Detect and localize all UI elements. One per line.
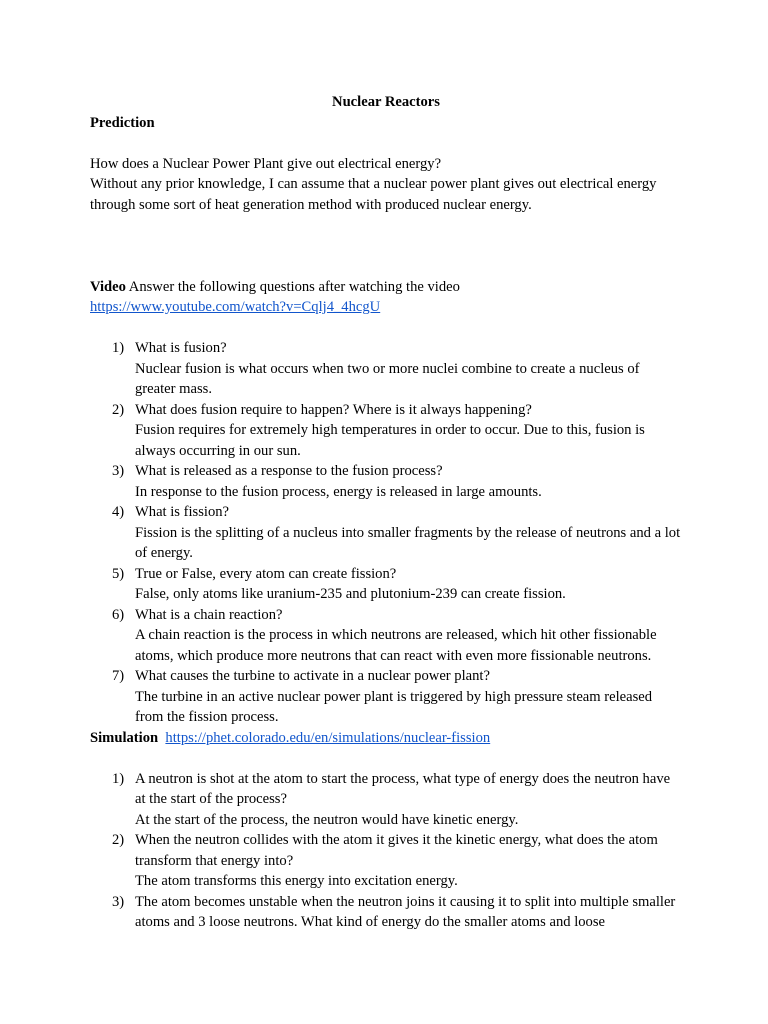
list-item: 5) True or False, every atom can create fission? False, only atoms like uranium-235 and plutonium-239 can create fission. (90, 564, 682, 605)
prediction-question: How does a Nuclear Power Plant give out electrical energy? (90, 155, 442, 172)
answer-text: Nuclear fusion is what occurs when two or more nuclei combine to create a nucleus of greater mass. (135, 360, 640, 397)
question-text: The atom becomes unstable when the neutron joins it causing it to split into multiple smaller atoms and 3 loose neutrons. What kind of energy do the smaller atoms and loose (135, 893, 676, 930)
video-section-intro (90, 277, 682, 298)
answer-text: At the start of the process, the neutron would have kinetic energy. (135, 811, 519, 828)
list-item: 3) What is released as a response to the fusion process? In response to the fusion process, energy is released in large amounts. (90, 461, 682, 502)
question-text: What is fission? (135, 504, 230, 520)
answer-text: False, only atoms like uranium-235 and plutonium-239 can create fission. (135, 586, 566, 602)
simulation-questions-list (90, 769, 682, 933)
document-title: Nuclear Reactors (332, 94, 440, 110)
video-link[interactable]: https://www.youtube.com/watch?v=Cqlj4_4hcgU (90, 299, 381, 315)
video-heading: Video (90, 278, 126, 295)
document-page (90, 92, 682, 933)
question-text: What causes the turbine to activate in a nuclear power plant? (135, 668, 490, 684)
question-text: True or False, every atom can create fission? (135, 565, 397, 582)
question-text: What is released as a response to the fusion process? (135, 463, 443, 479)
answer-text: The turbine in an active nuclear power plant is triggered by high pressure steam released from the fission process. (135, 688, 653, 725)
list-item: 3) The atom becomes unstable when the neutron joins it causing it to split into multiple smaller atoms and 3 loose neutrons. What kind of energy do the smaller atoms and loose (90, 892, 682, 933)
list-item: 2) What does fusion require to happen? Where is it always happening? Fusion requires for extremely high temperatures in order to occur. Due to this, fusion is always occurring in our sun. (90, 400, 682, 462)
answer-text: The atom transforms this energy into excitation energy. (135, 873, 458, 889)
list-item: 6) What is a chain reaction? A chain reaction is the process in which neutrons are released, which hit other fissionable atoms, which produce more neutrons that can react with even more fissionable neutrons. (90, 605, 682, 667)
question-text: What does fusion require to happen? Where is it always happening? (135, 401, 532, 418)
simulation-heading: Simulation (90, 729, 159, 746)
question-text: A neutron is shot at the atom to start the process, what type of energy does the neutron have at the start of the process? (135, 770, 671, 807)
answer-text: In response to the fusion process, energy is released in large amounts. (135, 483, 542, 500)
question-text: What is fusion? (135, 340, 227, 356)
answer-text: Fission is the splitting of a nucleus into smaller fragments by the release of neutrons and a lot of energy. (135, 524, 681, 561)
simulation-link[interactable]: https://phet.colorado.edu/en/simulations/nuclear-fission (165, 729, 491, 746)
list-item: 2) When the neutron collides with the atom it gives it the kinetic energy, what does the atom transform that energy into? The atom transforms this energy into excitation energy. (90, 830, 682, 892)
simulation-section-intro (90, 728, 682, 749)
list-item: 7) What causes the turbine to activate in a nuclear power plant? The turbine in an active nuclear power plant is triggered by high pressure steam released from the fission process. (90, 666, 682, 728)
list-item: 1) What is fusion? Nuclear fusion is what occurs when two or more nuclei combine to create a nucleus of greater mass. (90, 338, 682, 400)
prediction-heading: Prediction (90, 114, 155, 131)
question-text: What is a chain reaction? (135, 606, 283, 623)
list-item: 1) A neutron is shot at the atom to start the process, what type of energy does the neutron have at the start of the process? At the start of the process, the neutron would have kinetic energy. (90, 769, 682, 831)
video-instruction: Answer the following questions after watching the video (125, 278, 460, 295)
list-item: 4) What is fission? Fission is the splitting of a nucleus into smaller fragments by the release of neutrons and a lot of energy. (90, 502, 682, 564)
answer-text: A chain reaction is the process in which neutrons are released, which hit other fissionable atoms, which produce more neutrons that can react with even more fissionable neutrons. (135, 627, 657, 664)
answer-text: Fusion requires for extremely high temperatures in order to occur. Due to this, fusion is always occurring in our sun. (135, 422, 645, 459)
prediction-answer: Without any prior knowledge, I can assume that a nuclear power plant gives out electrical energy through some sort of heat generation method with produced nuclear energy. (90, 176, 657, 213)
question-text: When the neutron collides with the atom it gives it the kinetic energy, what does the atom transform that energy into? (135, 832, 658, 869)
video-questions-list (90, 338, 682, 728)
